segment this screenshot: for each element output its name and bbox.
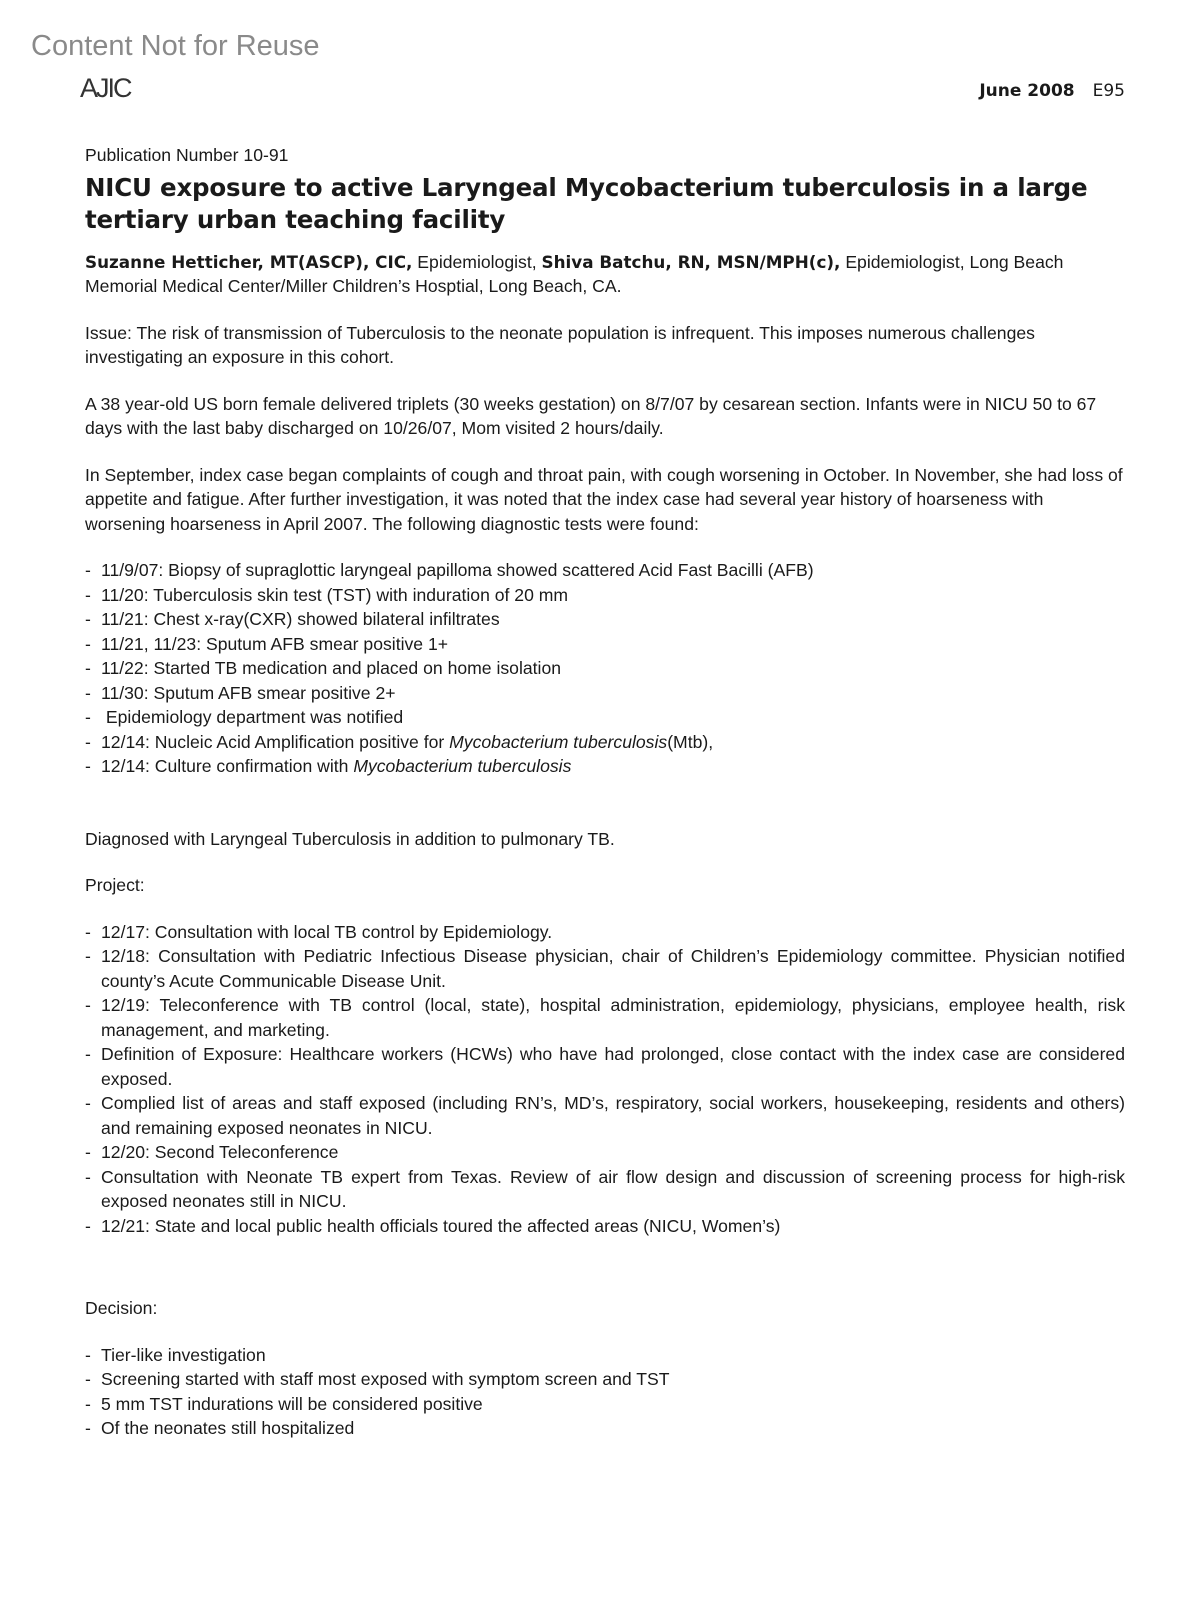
issue-info <box>979 81 1125 101</box>
list-item: - Definition of Exposure: Healthcare workers (HCWs) who have had prolonged, close contact with the index case are considered exposed. <box>85 1042 1125 1091</box>
author-list <box>85 250 1125 299</box>
diagnostic-tests-list <box>85 558 1125 779</box>
project-heading: Project: <box>85 875 145 895</box>
project-list <box>85 920 1125 1239</box>
naat-organism: Mycobacterium tuberculosis <box>449 731 668 752</box>
author-2-role-affiliation: Epidemiologist, Long Beach Memorial Medical Center/Miller Children’s Hosptial, Long Beach, CA. <box>85 251 1064 296</box>
spacer <box>85 1260 1125 1296</box>
list-item: - 11/20: Tuberculosis skin test (TST) with induration of 20 mm <box>85 583 1125 608</box>
list-item: - Epidemiology department was notified <box>85 705 1125 730</box>
spacer <box>85 801 1125 827</box>
list-item-naat <box>85 730 1125 755</box>
list-item: - 11/21, 11/23: Sputum AFB smear positive 1+ <box>85 632 1125 657</box>
list-item: - 11/30: Sputum AFB smear positive 2+ <box>85 681 1125 706</box>
journal-logo: AJIC <box>80 73 131 103</box>
list-item: - 12/17: Consultation with local TB control by Epidemiology. <box>85 920 1125 945</box>
list-item: - 11/22: Started TB medication and placed on home isolation <box>85 656 1125 681</box>
issue-paragraph: Issue: The risk of transmission of Tuberculosis to the neonate population is infrequent. This imposes numerous challenges investigating an exposure in this cohort. <box>85 322 1035 367</box>
naat-suffix: (Mtb), <box>667 731 714 752</box>
author-2-name: Shiva Batchu, RN, MSN/MPH(c), <box>541 251 841 272</box>
case-paragraph: A 38 year-old US born female delivered triplets (30 weeks gestation) on 8/7/07 by cesarean section. Infants were in NICU 50 to 67 days with the last baby discharged on 10/26/07, Mom visited 2 hours/daily. <box>85 393 1097 438</box>
list-item: - 5 mm TST indurations will be considered positive <box>85 1392 1125 1417</box>
article-body <box>85 143 1125 1463</box>
list-item-culture <box>85 754 1125 779</box>
issue-date: June 2008 <box>979 81 1075 101</box>
list-item: - 12/19: Teleconference with TB control (local, state), hospital administration, epidemiology, physicians, employee health, risk management, and marketing. <box>85 993 1125 1042</box>
article-title: NICU exposure to active Laryngeal Mycobacterium tuberculosis in a large tertiary urban teaching facility <box>85 172 1088 234</box>
decision-heading: Decision: <box>85 1298 158 1318</box>
author-1-role: Epidemiologist, <box>412 251 542 272</box>
culture-organism: Mycobacterium tuberculosis <box>353 756 572 776</box>
author-1-name: Suzanne Hetticher, MT(ASCP), CIC, <box>85 251 413 272</box>
list-item: - Screening started with staff most exposed with symptom screen and TST <box>85 1367 1125 1392</box>
list-item: - 11/9/07: Biopsy of supraglottic laryngeal papilloma showed scattered Acid Fast Bacilli (AFB) <box>85 558 1125 583</box>
diagnosis-statement: Diagnosed with Laryngeal Tuberculosis in addition to pulmonary TB. <box>85 828 615 849</box>
culture-prefix: 12/14: Culture confirmation with <box>101 756 354 776</box>
page-number: E95 <box>1092 81 1125 101</box>
list-item: - Consultation with Neonate TB expert from Texas. Review of air flow design and discussion of screening process for high-risk exposed neonates still in NICU. <box>85 1165 1125 1214</box>
list-item: - 12/21: State and local public health officials toured the affected areas (NICU, Women’s) <box>85 1214 1125 1239</box>
list-item: - Tier-like investigation <box>85 1343 1125 1368</box>
list-item: - Complied list of areas and staff exposed (including RN’s, MD’s, respiratory, social workers, housekeeping, residents and others) and remaining exposed neonates in NICU. <box>85 1091 1125 1140</box>
decision-list <box>85 1343 1125 1441</box>
list-item: - Of the neonates still hospitalized <box>85 1416 1125 1441</box>
list-item: - 11/21: Chest x-ray(CXR) showed bilateral infiltrates <box>85 607 1125 632</box>
history-paragraph: In September, index case began complaints of cough and throat pain, with cough worsening in October. In November, she had loss of appetite and fatigue. After further investigation, it was noted that the index case had several year history of hoarseness with worsening hoarseness in April 2007. The following diagnostic tests were found: <box>85 464 1123 534</box>
publication-number: Publication Number 10-91 <box>85 145 289 165</box>
list-item: - 12/20: Second Teleconference <box>85 1140 1125 1165</box>
list-item: - 12/18: Consultation with Pediatric Infectious Disease physician, chair of Children’s Epidemiology committee. Physician notified county’s Acute Communicable Disease Unit. <box>85 944 1125 993</box>
naat-prefix: 12/14: Nucleic Acid Amplification positive for <box>101 731 450 752</box>
watermark-text: Content Not for Reuse <box>31 30 320 62</box>
